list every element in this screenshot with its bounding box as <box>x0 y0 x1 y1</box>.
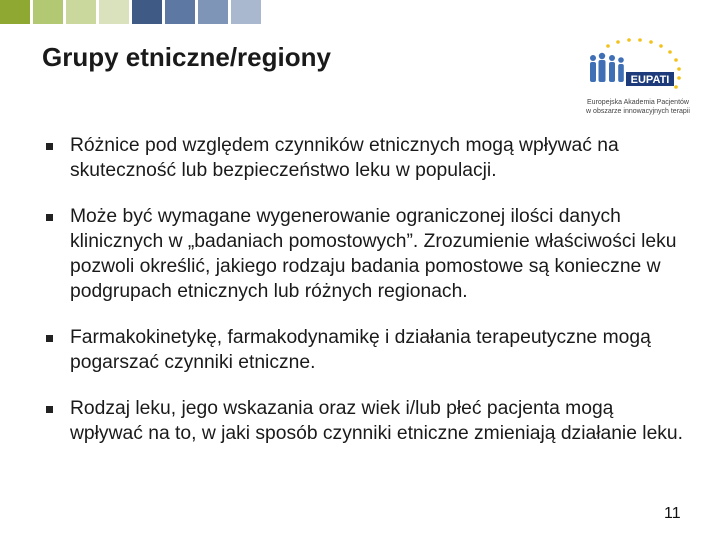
bullet-item <box>46 204 686 304</box>
square-bullet-icon <box>46 214 53 221</box>
top-bar-block-2 <box>33 0 63 24</box>
bullet-text: Rodzaj leku, jego wskazania oraz wiek i/lub płeć pacjenta mogą wpływać na to, w jaki sposób czynniki etniczne zmieniają działanie leku. <box>70 398 684 444</box>
logo-tagline-line1: Europejska Akademia Pacjentów <box>587 99 689 106</box>
bullet-item <box>46 396 686 446</box>
bullet-text: Farmakokinetykę, farmakodynamikę i działania terapeutyczne mogą pogarszać czynniki etniczne. <box>70 327 651 373</box>
slide-title: Grupy etniczne/regiony <box>42 42 331 72</box>
eupati-logo-graphic <box>578 36 698 96</box>
top-bar-block-8 <box>231 0 261 24</box>
page-number: 11 <box>664 505 681 522</box>
top-bar-block-5 <box>132 0 162 24</box>
logo-tagline-line2: w obszarze innowacyjnych terapii <box>586 108 690 115</box>
top-bar-block-6 <box>165 0 195 24</box>
eupati-wordmark: EUPATI <box>630 74 670 86</box>
bullet-list <box>46 133 686 467</box>
square-bullet-icon <box>46 143 53 150</box>
bullet-text: Różnice pod względem czynników etnicznych mogą wpływać na skuteczność lub bezpieczeństwo leku w populacji. <box>70 135 619 181</box>
bullet-text: Może być wymagane wygenerowanie ograniczonej ilości danych klinicznych w „badaniach pomostowych”. Zrozumienie właściwości leku pozwoli określić, jakiego rodzaju badania pomostowe są konieczne w podgrupach etnicznych lub różnych regionach. <box>70 206 677 302</box>
square-bullet-icon <box>46 335 53 342</box>
top-bar-block-1 <box>0 0 30 24</box>
bullet-item <box>46 133 686 183</box>
top-bar-block-4 <box>99 0 129 24</box>
square-bullet-icon <box>46 406 53 413</box>
top-bar-block-7 <box>198 0 228 24</box>
top-bar-block-3 <box>66 0 96 24</box>
top-color-bar <box>0 0 261 24</box>
eupati-logo <box>578 36 698 124</box>
bullet-item <box>46 325 686 375</box>
people-figures-icon <box>590 53 624 82</box>
